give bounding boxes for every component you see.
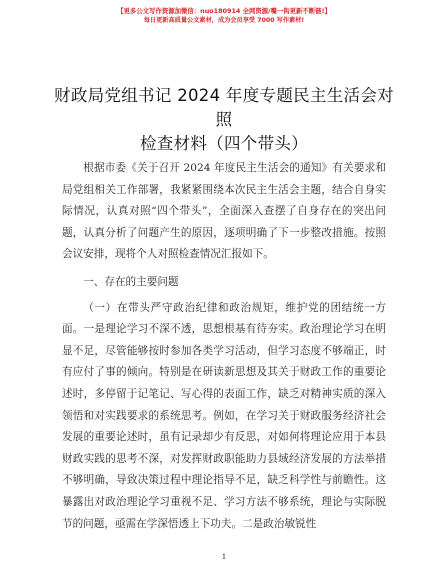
document-title-line-2: 检查材料（四个带头） bbox=[140, 134, 308, 153]
intro-paragraph: 根据市委《关于召开 2024 年度民主生活会的通知》有关要求和局党组相关工作部署，我紧紧围绕本次民主生活会主题，结合自身实际情况，认真对照“四个带头”，全面深入查摆了自身存在的突出问题，认真分析了问题产生的原因，逐项明确了下一步整改措施。按照会议安排，现将个人对照检查情况汇报如下。 bbox=[62, 162, 386, 261]
section-heading: 一、存在的主要问题 bbox=[83, 275, 179, 288]
page-number: 1 bbox=[221, 552, 227, 561]
promo-banner-line-1: 【更多公文写作资源加微信：nuo180914 全网资源/嘴一钩更新不断链!】 bbox=[117, 7, 331, 15]
promo-banner bbox=[0, 6, 448, 26]
document-title-line-1: 财政局党组书记 2024 年度专题民主生活会对照 bbox=[54, 86, 394, 129]
document-title bbox=[52, 84, 396, 156]
promo-banner-line-2: 每日更新高质量公文素材，成为会员享受 7000 写作素材! bbox=[143, 17, 305, 24]
document-body bbox=[62, 158, 386, 535]
section-paragraph: （一）在带头严守政治纪律和政治规矩，维护党的团结统一方面。一是理论学习不深不透，思想根基有待夯实。政治理论学习在明显不足，尽管能够按时参加各类学习活动，但学习态度不够端正，时有应付了事的倾向。特别是在研读新思想及其关于财政工作的重要论述时，多停留于记笔记、写心得的表面工作，缺乏对精神实质的深入领悟和对实践要求的系统思考。例如，在学习关于财政服务经济社会发展的重要论述时，虽有记录却少有反思，对如何将理论应用于本县财政实践的思考不深，对发挥财政职能助力县域经济发展的方法举措不够明确，导致决策过程中理论指导不足，缺乏科学性与前瞻性。这暴露出对政治理论学习重视不足、学习方法不够系统，理论与实际脱节的问题，亟需在学深悟透上下功夫。二是政治敏锐性 bbox=[62, 301, 386, 530]
